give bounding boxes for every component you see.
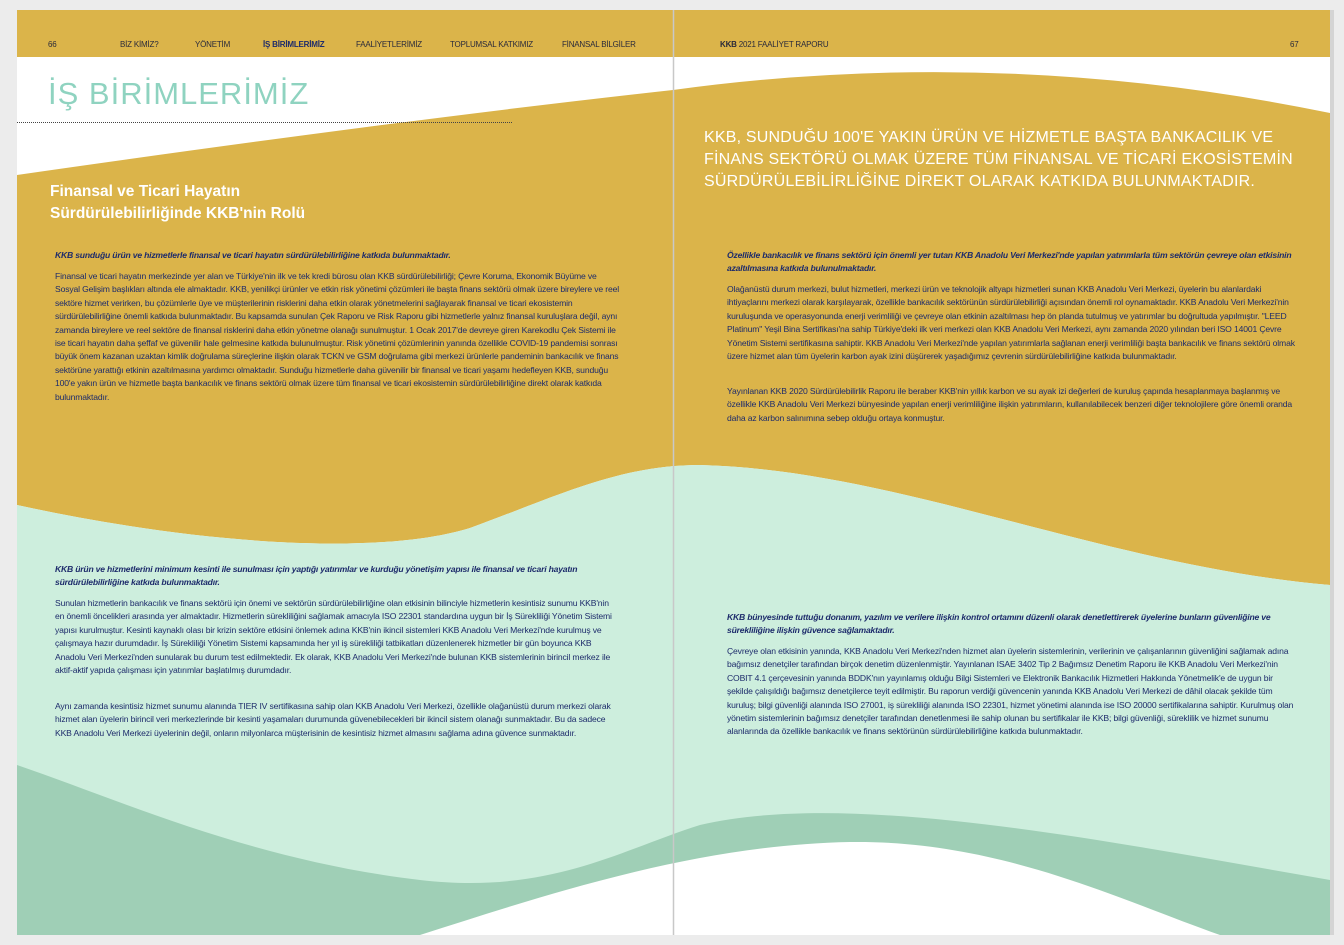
pull-quote: KKB, SUNDUĞU 100'E YAKIN ÜRÜN VE HİZMETLE BAŞTA BANKACILIK VE FİNANS SEKTÖRÜ OLMAK ÜZERE TÜM FİNANSAL VE TİCARİ EKOSİSTEMİN SÜRDÜRÜLEBİLİRLİĞİNE DİREKT OLARAK KATKIDA BULUNMAKTADIR. bbox=[704, 129, 1293, 190]
heading-line-2: Sürdürülebilirliğinde KKB'nin Rolü bbox=[50, 205, 306, 222]
body-paragraph: Olağanüstü durum merkezi, bulut hizmetleri, merkezi ürün ve teknolojik altyapı hizmetleri sunan KKB Anadolu Veri Merkezi, üyelerin bu alanlardaki ihtiyaçlarını merkezi olarak karşılayarak, özellikle bankacılık sektörünün sürdürülebilirliği açısından önemli rol oynamaktadır. KKB Anadolu Veri Merkezi'nin kuruluşunda ve operasyonunda enerji verimliliği ve çevreye olan etkinin azaltılması hep ön planda tutulmuş ve yatırımlar bu doğrultuda yapılmıştır. "LEED Platinum" Yeşil Bina Sertifikası'na sahip Türkiye'deki ilk veri merkezi olan KKB Anadolu Veri Merkezi, aynı zamanda 2020 yılından beri ISO 14001 Çevre Yönetim Sistemi sertifikasına sahiptir. KKB Anadolu Veri Merkezi'nde yapılan yatırımlarla sağlanan enerji verimliliği başta bankacılık ve finans sektörü olmak üzere hizmet alan tüm üyelerin karbon ayak izini düşürerek yaşadığımız çevrenin sürdürülebilirliğine katkıda bulunmaktadır. bbox=[727, 284, 1295, 362]
left-page-number: 66 bbox=[48, 40, 57, 49]
body-paragraph: Çevreye olan etkisinin yanında, KKB Anadolu Veri Merkezi'nden hizmet alan üyelerin sistemlerinin, verilerinin ve çalışanlarının güvenliğini sağlamak adına bağımsız denetçiler tarafından birçok denetim düzenlenmiştir. Yayınlanan ISAE 3402 Tip 2 Bağımsız Denetim Raporu ile KKB Anadolu Veri Merkezi'nin COBIT 4.1 çerçevesinin yanında BDDK'nın yayınlamış olduğu Bilgi Sistemleri ve Elektronik Bankacılık Hizmetleri Hakkında Yönetmelik'e de uygun bir şekilde çalışıldığı bağımsız denetçilerce teyit edilmiştir. Bu raporun verdiği güvencenin yanında KKB Anadolu Veri Merkezi de dâhil olacak şekilde tüm kuruluş; bilgi güvenliği alanında ISO 27001, iş sürekliliği alanında ISO 22301, hizmet yönetimi alanında ise ISO 20000 sertifikalarına sahiptir. Kurulmuş olan yönetim sistemlerinin bağımsız denetçiler tarafından denetlenmesi ile sahip olunan bu sertifikalar ile KKB; bilgi güvenliği, süreklilik ve hizmet sunumu alanlarında da özellikle bankacılık ve finans sektörünün sürdürülebilirliğine katkıda bulunmaktadır. bbox=[727, 646, 1294, 737]
lead-paragraph: KKB sunduğu ürün ve hizmetlerle finansal ve ticari hayatın sürdürülebilirliğine katkıda bulunmaktadır. bbox=[55, 250, 451, 260]
heading-line-1: Finansal ve Ticari Hayatın bbox=[50, 183, 241, 200]
lead-paragraph: Özellikle bankacılık ve finans sektörü için önemli yer tutan KKB Anadolu Veri Merkezi'nde yapılan yatırımlarla tüm sektörün çevreye olan etkisinin azaltılmasına katkıda bulunulmaktadır. bbox=[727, 250, 1292, 273]
report-brand: KKB bbox=[720, 40, 737, 49]
page-title: İŞ BİRİMLERİMİZ bbox=[48, 76, 310, 111]
nav-is-birimlerimiz[interactable]: İŞ BİRİMLERİMİZ bbox=[263, 40, 325, 49]
nav-toplumsal-katkimiz[interactable]: TOPLUMSAL KATKIMIZ bbox=[450, 40, 533, 49]
nav-finansal-bilgiler[interactable]: FİNANSAL BİLGİLER bbox=[562, 40, 636, 49]
body-paragraph: Sunulan hizmetlerin bankacılık ve finans sektörü için önemi ve sektörün sürdürülebilirliğine olan etkisinin bilinciyle hizmetlerin kesintisiz sunumu KKB'nin en önemli öncelikleri arasında yer almaktadır. Hizmetlerin sürekliliğini sağlamak amacıyla ISO 22301 standardına uygun bir İş Sürekliliği Yönetim Sistemi yapısı kurulmuştur. Kesinti kaynaklı olası bir krizin sektöre etkisini önlemek adına KKB'nin ikincil sistemleri KKB Anadolu Veri Merkezi'nde kurulmuş ve çalışmaya hazır durumdadır. İş Sürekliliği Yönetim Sistemi kapsamında her yıl iş sürekliliği tatbikatları düzenlenerek hizmetler bir gün boyunca KKB Anadolu Veri Merkezi'nden sunularak bu durum test edilmektedir. Ek olarak, KKB Anadolu Veri Merkezi'nde bulunan KKB sistemlerinin birincil merkez ile aktif-aktif yapıda çalışması için yatırımlar başlatılmış durumdadır. bbox=[55, 598, 612, 676]
lead-paragraph: KKB ürün ve hizmetlerini minimum kesinti ile sunulması için yaptığı yatırımlar ve kurduğu yönetişim yapısı ile finansal ve ticari hayatın sürdürülebilirliğine katkıda bulunmaktadır. bbox=[55, 564, 578, 587]
body-paragraph: Finansal ve ticari hayatın merkezinde yer alan ve Türkiye'nin ilk ve tek kredi bürosu olan KKB sürdürülebilirliği; Çevre Koruma, Ekonomik Büyüme ve Sosyal Gelişim başlıkları altında ele almaktadır. KKB, yenilikçi ürünler ve etkin risk yönetimi çözümleri ile başta finans sektörü olmak üzere bireylere ve reel sektöre hizmet verirken, bu çözümlerle üye ve müşterilerinin risklerini daha etkin olarak yönetmelerini sağlayarak finansal ve ticari ekosistemin sürdürülebilirliğine önemli katkıda bulunmaktadır. Bu kapsamda sunulan Çek Raporu ve Risk Raporu gibi hizmetlerle yalnız finansal kuruluşlara değil, aynı zamanda bireylere ve reel sektöre de finansal risklerini daha etkin yönetme olanağı sunulmuştur. 1 Ocak 2017'de devreye giren Karekodlu Çek Sistemi ile ise ticari hayatın daha şeffaf ve güvenilir hale gelmesine katkıda bulunulmuştur. Risk yönetimi çözümlerinin yanında özellikle COVID-19 pandemisi sonrası büyük önem kazanan uzaktan kimlik doğrulama süreçlerine ilişkin olarak TCKN ve GSM doğrulama gibi merkezi ürünlerle pandeminin bankacılık ve finans sektörüne yarattığı etkinin azaltılmasına yardımcı olmaktadır. Sunduğu hizmetlerle daha güvenilir bir finansal ve ticari yaşamı hedefleyen KKB, sunduğu 100'e yakın ürün ve hizmetle başta bankacılık ve finans sektörü olmak üzere tüm finansal ve ticari ekosistemin sürdürülebilirliğine direkt olarak katkıda bulunmaktadır. bbox=[55, 271, 619, 402]
report-title bbox=[720, 40, 828, 49]
report-title-text: 2021 FAALİYET RAPORU bbox=[738, 40, 829, 49]
body-paragraph: Aynı zamanda kesintisiz hizmet sunumu alanında TIER IV sertifikasına sahip olan KKB Anadolu Veri Merkezi, özellikle olağanüstü durum merkezi olarak hizmet alan üyelerin birincil veri merkezlerinde bir kesinti yaşamaları durumunda güvenebilecekleri bir ikincil sistem olanağı sunmaktadır. Bu da sadece KKB Anadolu Veri Merkezi üyelerinin değil, onların milyonlarca müşterisinin de kesintisiz hizmet almasını sağlama adına güvence sunmaktadır. bbox=[55, 701, 611, 738]
right-page-number: 67 bbox=[1290, 40, 1299, 49]
lead-paragraph: KKB bünyesinde tuttuğu donanım, yazılım ve verilere ilişkin kontrol ortamını düzenli olarak denetlettirerek üyelerine bunların güvenliğine ve sürekliliğine ilişkin güvence sağlamaktadır. bbox=[727, 612, 1271, 635]
nav-faaliyetlerimiz[interactable]: FAALİYETLERİMİZ bbox=[356, 40, 422, 49]
section-heading bbox=[50, 181, 305, 225]
nav-biz-kimiz[interactable]: BİZ KİMİZ? bbox=[120, 40, 159, 49]
title-divider bbox=[17, 122, 512, 123]
nav-yonetim[interactable]: YÖNETİM bbox=[195, 40, 231, 49]
body-paragraph: Yayınlanan KKB 2020 Sürdürülebilirlik Raporu ile beraber KKB'nin yıllık karbon ve su ayak izi değerleri de kuruluş çapında hesaplanmaya başlanmış ve özellikle KKB Anadolu Veri Merkezi bünyesinde yapılan enerji verimliliğine ilişkin yatırımların, kullanılabilecek benzeri diğer teknolojilere göre önemli oranda daha az karbon salınımına sebep olduğu ortaya konmuştur. bbox=[727, 386, 1292, 423]
